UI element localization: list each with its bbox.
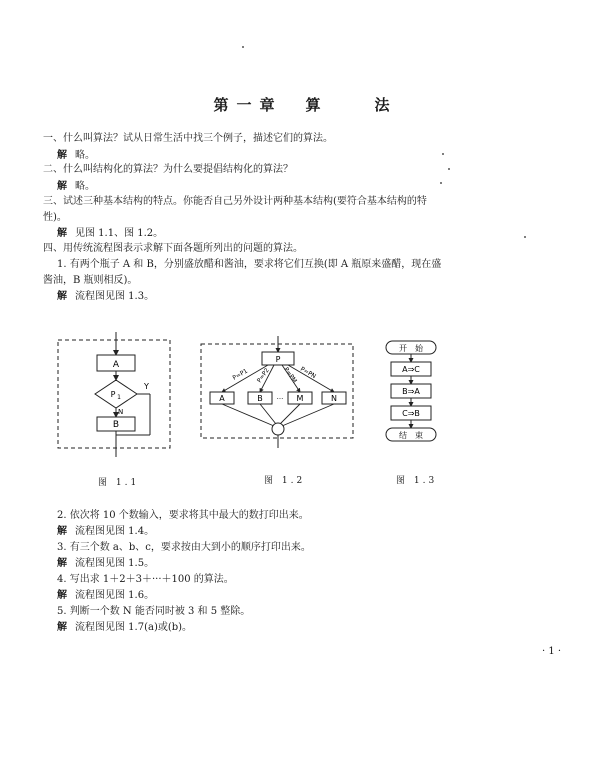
problem-1-line-2: 酱油，B 瓶则相反)。 [43,275,138,286]
problem-5-answer [57,621,192,634]
ellipsis: ··· [276,395,284,403]
answer-label: 解 [57,181,67,192]
page-number: · 1 · [542,646,562,657]
problem-3: 3. 有三个数 a、b、c，要求按由大到小的顺序打印出来。 [57,542,311,553]
problem-1-answer [57,290,154,303]
question-4: 四、用传统流程图表示求解下面各题所列出的问题的算法。 [43,243,303,254]
answer-text: 流程图见图 1.5。 [75,558,155,569]
answer-1 [57,149,95,162]
answer-label: 解 [57,558,67,569]
answer-label: 解 [57,590,67,601]
box-p-label: P [275,355,281,364]
figure-1-3-caption: 图 1.3 [396,476,438,486]
diamond-label: P [110,390,116,399]
figure-1-1-caption: 图 1.1 [98,478,140,488]
problem-2-answer [57,525,154,538]
chapter-title: 第一章 算 法 [213,96,398,114]
answer-text: 流程图见图 1.7(a)或(b)。 [75,622,193,633]
scan-speck [448,168,450,170]
answer-text: 流程图见图 1.6。 [75,590,155,601]
end-label: 结 束 [399,431,423,440]
answer-label: 解 [57,150,67,161]
figure-1-2 [198,336,358,448]
branch-label: P=PN [299,365,318,381]
question-1: 一、什么叫算法？试从日常生活中找三个例子，描述它们的算法。 [43,133,333,144]
problem-2: 2. 依次将 10 个数输入，要求将其中最大的数打印出来。 [57,510,309,521]
answer-text: 略。 [75,150,95,161]
branch-label: P=PM [282,366,299,385]
scan-speck [524,236,526,238]
box-a-label: A [112,360,120,370]
scan-speck [442,153,444,155]
figure-1-1 [55,332,175,457]
diamond-subscript: 1 [117,394,121,401]
answer-3 [57,227,163,240]
answer-label: 解 [57,228,67,239]
branch-label: P=P2 [255,366,271,385]
no-label: N [118,408,124,416]
problem-4: 4. 写出求 1＋2＋3＋···＋100 的算法。 [57,574,234,585]
merge-line [282,404,334,426]
box-label: B [257,394,263,403]
question-3-line-2: 性)。 [43,212,67,223]
branch-label: P=P1 [231,367,249,382]
step-label: C⇒B [402,409,420,418]
yes-label: Y [144,382,149,391]
answer-text: 略。 [75,181,95,192]
answer-text: 见图 1.1、图 1.2。 [75,228,164,239]
problem-1-line-1: 1. 有两个瓶子 A 和 B，分别盛放醋和酱油，要求将它们互换(即 A 瓶原来盛醋，现在盛 [57,259,442,270]
step-label: B⇒A [402,387,420,396]
question-3-line-1: 三、试述三种基本结构的特点。你能否自己另外设计两种基本结构(要符合基本结构的特 [43,196,427,207]
answer-2 [57,180,95,193]
answer-text: 流程图见图 1.4。 [75,526,155,537]
decision-diamond [95,380,137,408]
problem-4-answer [57,589,154,602]
figure-1-2-caption: 图 1.2 [264,476,306,486]
scan-speck [440,182,442,184]
box-label: M [296,394,304,403]
answer-label: 解 [57,526,67,537]
problem-5: 5. 判断一个数 N 能否同时被 3 和 5 整除。 [57,606,251,617]
question-2: 二、什么叫结构化的算法？为什么要提倡结构化的算法？ [43,164,293,175]
answer-text: 流程图见图 1.3。 [75,291,155,302]
problem-3-answer [57,557,154,570]
answer-label: 解 [57,622,67,633]
junction-circle [272,423,284,435]
merge-line [222,404,274,426]
box-b-label: B [112,420,120,430]
figure-1-3 [380,338,442,450]
step-label: A⇒C [402,365,420,374]
merge-line [280,404,300,424]
start-label: 开 始 [399,344,423,353]
box-label: A [219,394,225,403]
scan-speck [242,46,244,48]
answer-label: 解 [57,291,67,302]
box-label: N [331,394,337,403]
